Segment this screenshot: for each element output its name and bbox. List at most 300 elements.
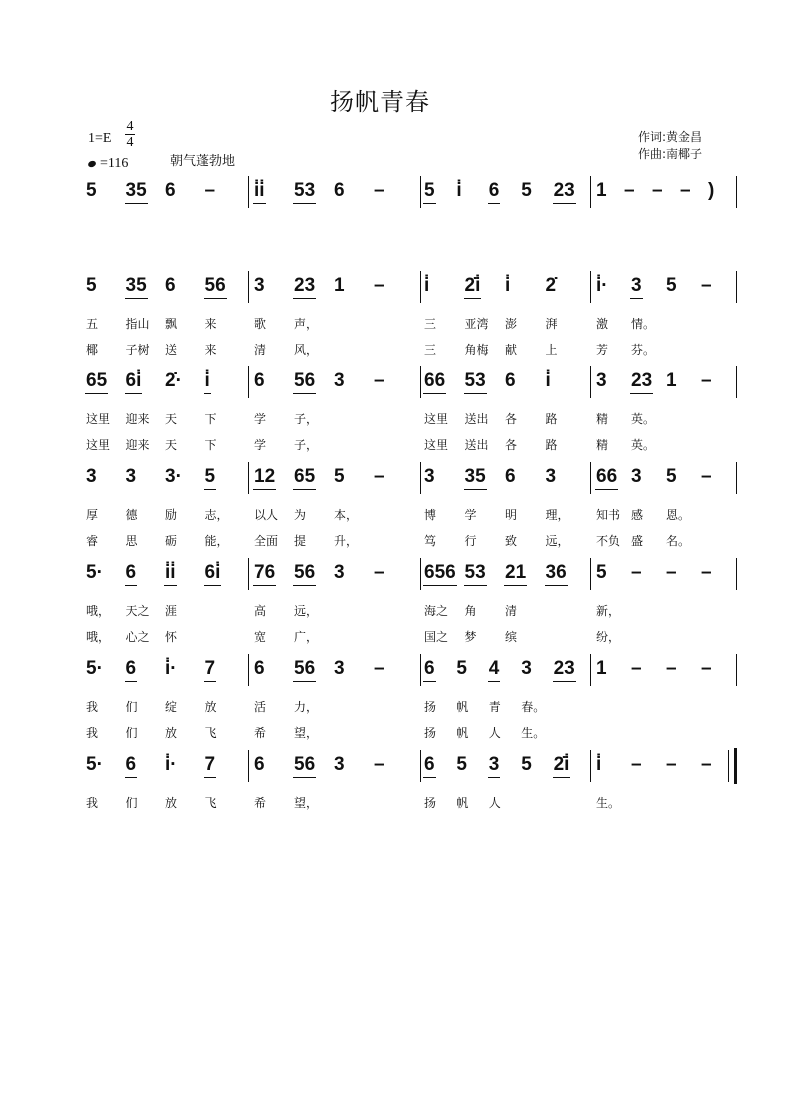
note: 2̇i̇ [553, 754, 570, 775]
lyric-line-1: 迎来 [125, 412, 150, 426]
lyric-line-1: 恩。 [666, 508, 691, 522]
measure [254, 466, 414, 548]
note: 5· [86, 562, 103, 583]
note: 3 [86, 466, 97, 487]
bar-line [590, 271, 591, 303]
lyric-line-2: 这里 [424, 438, 449, 452]
lyric-line-1: 明 [505, 508, 518, 522]
lyric-line-1: 生。 [596, 796, 621, 810]
quarter-note-icon [87, 160, 97, 168]
lyric-line-2: 送 [165, 343, 178, 357]
bar-line [420, 462, 421, 494]
bar-line [420, 366, 421, 398]
lyric-line-1: 英。 [631, 412, 656, 426]
lyric-line-2: 笃 [424, 534, 437, 548]
note: 5· [86, 754, 103, 775]
lyric-line-2: 名。 [666, 534, 691, 548]
note: 23 [631, 370, 653, 391]
note: 65 [294, 466, 316, 487]
lyric-line-2: 们 [125, 726, 138, 740]
note: 66 [596, 466, 618, 487]
lyric-line-2: 献 [505, 343, 518, 357]
note: 7 [204, 658, 216, 679]
note: 1 [596, 180, 607, 201]
lyric-line-1: 激 [596, 317, 609, 331]
note: 56 [294, 370, 316, 391]
measure [254, 275, 414, 357]
measure [596, 370, 736, 452]
measure [254, 754, 414, 810]
note: 53 [464, 562, 486, 583]
bar-line [736, 654, 737, 686]
measure [424, 275, 586, 357]
lyric-line-1: 帆 [456, 796, 469, 810]
measure [254, 370, 414, 452]
note: 53 [294, 180, 316, 201]
note: i̇i̇ [165, 562, 176, 583]
time-signature [125, 119, 135, 150]
dash: – [701, 658, 712, 679]
note: 3 [334, 658, 345, 679]
lyric-line-1: 远， [294, 604, 319, 618]
dash: – [374, 370, 385, 391]
lyric-line-1: 扬 [424, 796, 437, 810]
lyric-line-2: 升， [334, 534, 359, 548]
time-signature-bottom: 4 [126, 135, 134, 150]
note: 23 [553, 180, 575, 201]
note: 6 [254, 754, 265, 775]
bar-line [248, 271, 249, 303]
lyric-line-2: 子， [294, 438, 319, 452]
lyric-line-1: 高 [254, 604, 267, 618]
dash: – [631, 562, 642, 583]
note: 5 [521, 754, 532, 775]
note: 6 [254, 370, 265, 391]
note: 65 [86, 370, 108, 391]
note: 5 [424, 180, 435, 201]
note: 4 [488, 658, 500, 679]
note: 2̇ [545, 275, 557, 296]
lyric-line-1: 厚 [86, 508, 99, 522]
lyric-line-2: 不负 [596, 534, 621, 548]
note: 5 [596, 562, 607, 583]
note: 35 [464, 466, 486, 487]
note: 21 [505, 562, 527, 583]
measure [596, 658, 736, 688]
dash: – [631, 754, 642, 775]
note: 5 [521, 180, 532, 201]
composer-credit: 作曲:南椰子 [638, 147, 703, 161]
measure [424, 466, 586, 548]
measure [424, 562, 586, 644]
dash: – [374, 562, 385, 583]
note: 56 [294, 658, 316, 679]
note: i̇· [596, 275, 608, 296]
lyric-line-2: 希 [254, 726, 267, 740]
measure [596, 562, 736, 644]
lyric-line-2: 精 [596, 438, 609, 452]
note: 3 [631, 466, 642, 487]
measure [254, 180, 414, 210]
lyric-line-1: 为 [294, 508, 307, 522]
lyric-line-2: 缤 [505, 630, 518, 644]
note: i̇· [165, 754, 177, 775]
note: 5 [334, 466, 345, 487]
note: 6 [424, 658, 435, 679]
lyric-line-1: 天之 [125, 604, 150, 618]
bar-line [590, 558, 591, 590]
lyric-line-1: 涯 [165, 604, 178, 618]
lyric-line-1: 扬 [424, 700, 437, 714]
note: 5 [86, 275, 97, 296]
lyric-line-1: 歌 [254, 317, 267, 331]
note: 6i̇ [204, 562, 221, 583]
note: 3 [521, 658, 532, 679]
bar-line [248, 558, 249, 590]
lyric-line-1: 哦， [86, 604, 111, 618]
lyric-line-1: 博 [424, 508, 437, 522]
lyric-line-2: 芳 [596, 343, 609, 357]
lyric-line-2: 上 [545, 343, 558, 357]
note: 56 [294, 754, 316, 775]
lyric-line-1: 希 [254, 796, 267, 810]
lyric-line-2: 飞 [204, 726, 217, 740]
lyric-line-1: 湃 [545, 317, 558, 331]
note: 6 [125, 658, 137, 679]
lyric-line-1: 活 [254, 700, 267, 714]
dash: – [652, 180, 663, 201]
bar-line [420, 750, 421, 782]
measure [596, 754, 736, 810]
measure [424, 658, 586, 740]
lyric-line-1: 精 [596, 412, 609, 426]
note: 3 [424, 466, 435, 487]
dash: – [701, 370, 712, 391]
measure [86, 180, 244, 210]
measure [254, 658, 414, 740]
bar-line [248, 750, 249, 782]
note: 6i̇ [125, 370, 142, 391]
note: 2̇· [165, 370, 182, 391]
lyric-line-2: 我 [86, 726, 99, 740]
note: 656 [424, 562, 456, 583]
lyric-line-2: 天 [165, 438, 178, 452]
note: 5 [86, 180, 97, 201]
lyric-line-2: 英。 [631, 438, 656, 452]
lyric-line-1: 帆 [456, 700, 469, 714]
lyric-line-1: 本， [334, 508, 359, 522]
lyric-line-1: 志， [204, 508, 229, 522]
note: 1 [666, 370, 677, 391]
note: 12 [254, 466, 276, 487]
lyric-line-1: 五 [86, 317, 99, 331]
dash: – [666, 754, 677, 775]
note: 35 [125, 180, 147, 201]
note: 7 [204, 754, 216, 775]
measure [254, 562, 414, 644]
note: 3· [165, 466, 182, 487]
lyric-line-2: 角梅 [464, 343, 489, 357]
measure [596, 180, 736, 210]
lyric-line-1: 德 [125, 508, 138, 522]
dash: – [666, 658, 677, 679]
lyric-line-2: 子树 [125, 343, 150, 357]
measure [424, 370, 586, 452]
lyric-line-1: 送出 [464, 412, 489, 426]
lyricist-credit: 作词:黄金昌 [638, 130, 703, 144]
note: 5 [456, 754, 467, 775]
bar-line [420, 654, 421, 686]
lyric-line-2: 远， [545, 534, 570, 548]
measure [596, 466, 736, 548]
lyric-line-2: 生。 [521, 726, 546, 740]
lyric-line-1: 子， [294, 412, 319, 426]
lyric-line-2: 风， [294, 343, 319, 357]
lyric-line-2: 盛 [631, 534, 644, 548]
lyric-line-2: 清 [254, 343, 267, 357]
song-title: 扬帆青春 [330, 88, 430, 116]
lyric-line-2: 心之 [125, 630, 150, 644]
note: 5 [456, 658, 467, 679]
note: 1 [334, 275, 345, 296]
lyric-line-1: 路 [545, 412, 558, 426]
lyric-line-1: 声， [294, 317, 319, 331]
lyric-line-2: 怀 [165, 630, 178, 644]
lyric-line-2: 思 [125, 534, 138, 548]
bar-line [420, 271, 421, 303]
measure [86, 658, 244, 740]
lyric-line-1: 我 [86, 796, 99, 810]
note: 36 [545, 562, 567, 583]
lyric-line-1: 们 [125, 796, 138, 810]
lyric-line-2: 行 [464, 534, 477, 548]
bar-line [590, 462, 591, 494]
lyric-line-2: 梦 [464, 630, 477, 644]
note: 3 [488, 754, 500, 775]
dash: – [666, 562, 677, 583]
note: 66 [424, 370, 446, 391]
note: i̇ [204, 370, 210, 391]
bar-line [420, 176, 421, 208]
note: 5· [86, 658, 103, 679]
lyric-line-2: 望， [294, 726, 319, 740]
lyric-line-1: 下 [204, 412, 217, 426]
bar-line [736, 176, 737, 208]
lyric-line-1: 角 [464, 604, 477, 618]
lyric-line-2: 送出 [464, 438, 489, 452]
lyric-line-1: 飞 [204, 796, 217, 810]
lyric-line-1: 望， [294, 796, 319, 810]
note: 76 [254, 562, 276, 583]
dash: – [374, 754, 385, 775]
measure [86, 466, 244, 548]
key-signature: 1=E [88, 131, 112, 146]
lyric-line-2: 路 [545, 438, 558, 452]
lyric-line-1: 们 [125, 700, 138, 714]
measure [596, 275, 736, 357]
lyric-line-2: 纷， [596, 630, 621, 644]
lyric-line-1: 人 [488, 796, 501, 810]
note: i̇i̇ [254, 180, 265, 201]
lyric-line-1: 来 [204, 317, 217, 331]
note: 6 [334, 180, 345, 201]
note: 3 [334, 754, 345, 775]
note: 6 [488, 180, 500, 201]
note: 35 [125, 275, 147, 296]
measure [424, 180, 586, 210]
note: 6 [424, 754, 435, 775]
note: i̇ [545, 370, 551, 391]
lyric-line-1: 学 [254, 412, 267, 426]
lyric-line-2: 迎来 [125, 438, 150, 452]
lyric-line-2: 各 [505, 438, 518, 452]
measure [86, 754, 244, 810]
lyric-line-2: 睿 [86, 534, 99, 548]
lyric-line-1: 绽 [165, 700, 178, 714]
lyric-line-2: 砺 [165, 534, 178, 548]
lyric-line-1: 春。 [521, 700, 546, 714]
expression-marking: 朝气蓬勃地 [170, 154, 236, 169]
note: 23 [294, 275, 316, 296]
lyric-line-2: 能， [204, 534, 229, 548]
lyric-line-1: 知书 [596, 508, 621, 522]
note: 6 [125, 754, 137, 775]
note: i̇ [505, 275, 511, 296]
lyric-line-2: 扬 [424, 726, 437, 740]
lyric-line-1: 指山 [125, 317, 150, 331]
note: 1 [596, 658, 607, 679]
tempo-value: =116 [100, 156, 129, 171]
note: 5 [204, 466, 216, 487]
note: 2̇i̇ [464, 275, 481, 296]
note: 56 [294, 562, 316, 583]
dash: – [701, 562, 712, 583]
lyric-line-2: 芬。 [631, 343, 656, 357]
lyric-line-1: 新， [596, 604, 621, 618]
note: 6 [505, 370, 516, 391]
lyric-line-2: 致 [505, 534, 518, 548]
time-signature-top: 4 [126, 119, 134, 134]
dash: – [680, 180, 691, 201]
note: 53 [464, 370, 486, 391]
lyric-line-1: 力， [294, 700, 319, 714]
bar-line [590, 750, 591, 782]
bar-line [590, 176, 591, 208]
lyric-line-2: 广， [294, 630, 319, 644]
note: ) [708, 180, 715, 201]
lyric-line-1: 我 [86, 700, 99, 714]
lyric-line-2: 人 [488, 726, 501, 740]
lyric-line-2: 下 [204, 438, 217, 452]
lyric-line-1: 澎 [505, 317, 518, 331]
lyric-line-2: 哦， [86, 630, 111, 644]
note: 6 [254, 658, 265, 679]
lyric-line-1: 学 [464, 508, 477, 522]
dash: – [631, 658, 642, 679]
lyric-line-1: 青 [488, 700, 501, 714]
bar-line [248, 462, 249, 494]
measure [86, 275, 244, 357]
bar-line [590, 366, 591, 398]
lyric-line-2: 椰 [86, 343, 99, 357]
dash: – [374, 466, 385, 487]
note: 3 [125, 466, 137, 487]
lyric-line-1: 这里 [86, 412, 111, 426]
lyric-line-2: 这里 [86, 438, 111, 452]
bar-line [590, 654, 591, 686]
lyric-line-1: 三 [424, 317, 437, 331]
lyric-line-1: 情。 [631, 317, 656, 331]
lyric-line-2: 国之 [424, 630, 449, 644]
bar-line [248, 176, 249, 208]
note: 3 [596, 370, 607, 391]
note: 3 [254, 275, 265, 296]
lyric-line-1: 海之 [424, 604, 449, 618]
lyric-line-2: 三 [424, 343, 437, 357]
bar-line [736, 271, 737, 303]
dash: – [624, 180, 635, 201]
lyric-line-1: 以人 [254, 508, 279, 522]
lyric-line-2: 全面 [254, 534, 279, 548]
bar-line [736, 366, 737, 398]
lyric-line-1: 清 [505, 604, 518, 618]
dash: – [374, 275, 385, 296]
bar-line [248, 654, 249, 686]
dash: – [204, 180, 216, 201]
note: 3 [334, 370, 345, 391]
note: 5 [666, 275, 677, 296]
bar-line [736, 558, 737, 590]
lyric-line-1: 飘 [165, 317, 178, 331]
note: i̇ [424, 275, 430, 296]
lyric-line-2: 放 [165, 726, 178, 740]
note: 6 [125, 562, 137, 583]
note: 3 [545, 466, 557, 487]
dash: – [374, 658, 385, 679]
bar-line [736, 462, 737, 494]
tempo-marking [88, 156, 128, 172]
lyric-line-1: 感 [631, 508, 644, 522]
note: i̇ [596, 754, 602, 775]
note: 23 [553, 658, 575, 679]
lyric-line-2: 来 [204, 343, 217, 357]
lyric-line-1: 这里 [424, 412, 449, 426]
note: 6 [165, 180, 176, 201]
note: 3 [334, 562, 345, 583]
lyric-line-2: 提 [294, 534, 307, 548]
dash: – [374, 180, 385, 201]
lyric-line-1: 放 [204, 700, 217, 714]
lyric-line-1: 励 [165, 508, 178, 522]
bar-line [248, 366, 249, 398]
lyric-line-1: 天 [165, 412, 178, 426]
note: 6 [505, 466, 516, 487]
lyric-line-1: 亚湾 [464, 317, 489, 331]
note: 5 [666, 466, 677, 487]
measure [424, 754, 586, 810]
dash: – [701, 275, 712, 296]
bar-line [420, 558, 421, 590]
lyric-line-1: 放 [165, 796, 178, 810]
lyric-line-2: 宽 [254, 630, 267, 644]
lyric-line-2: 帆 [456, 726, 469, 740]
note: 6 [165, 275, 176, 296]
note: 56 [204, 275, 226, 296]
note: i̇ [456, 180, 462, 201]
note: i̇· [165, 658, 177, 679]
note: 3 [631, 275, 642, 296]
measure [86, 370, 244, 452]
